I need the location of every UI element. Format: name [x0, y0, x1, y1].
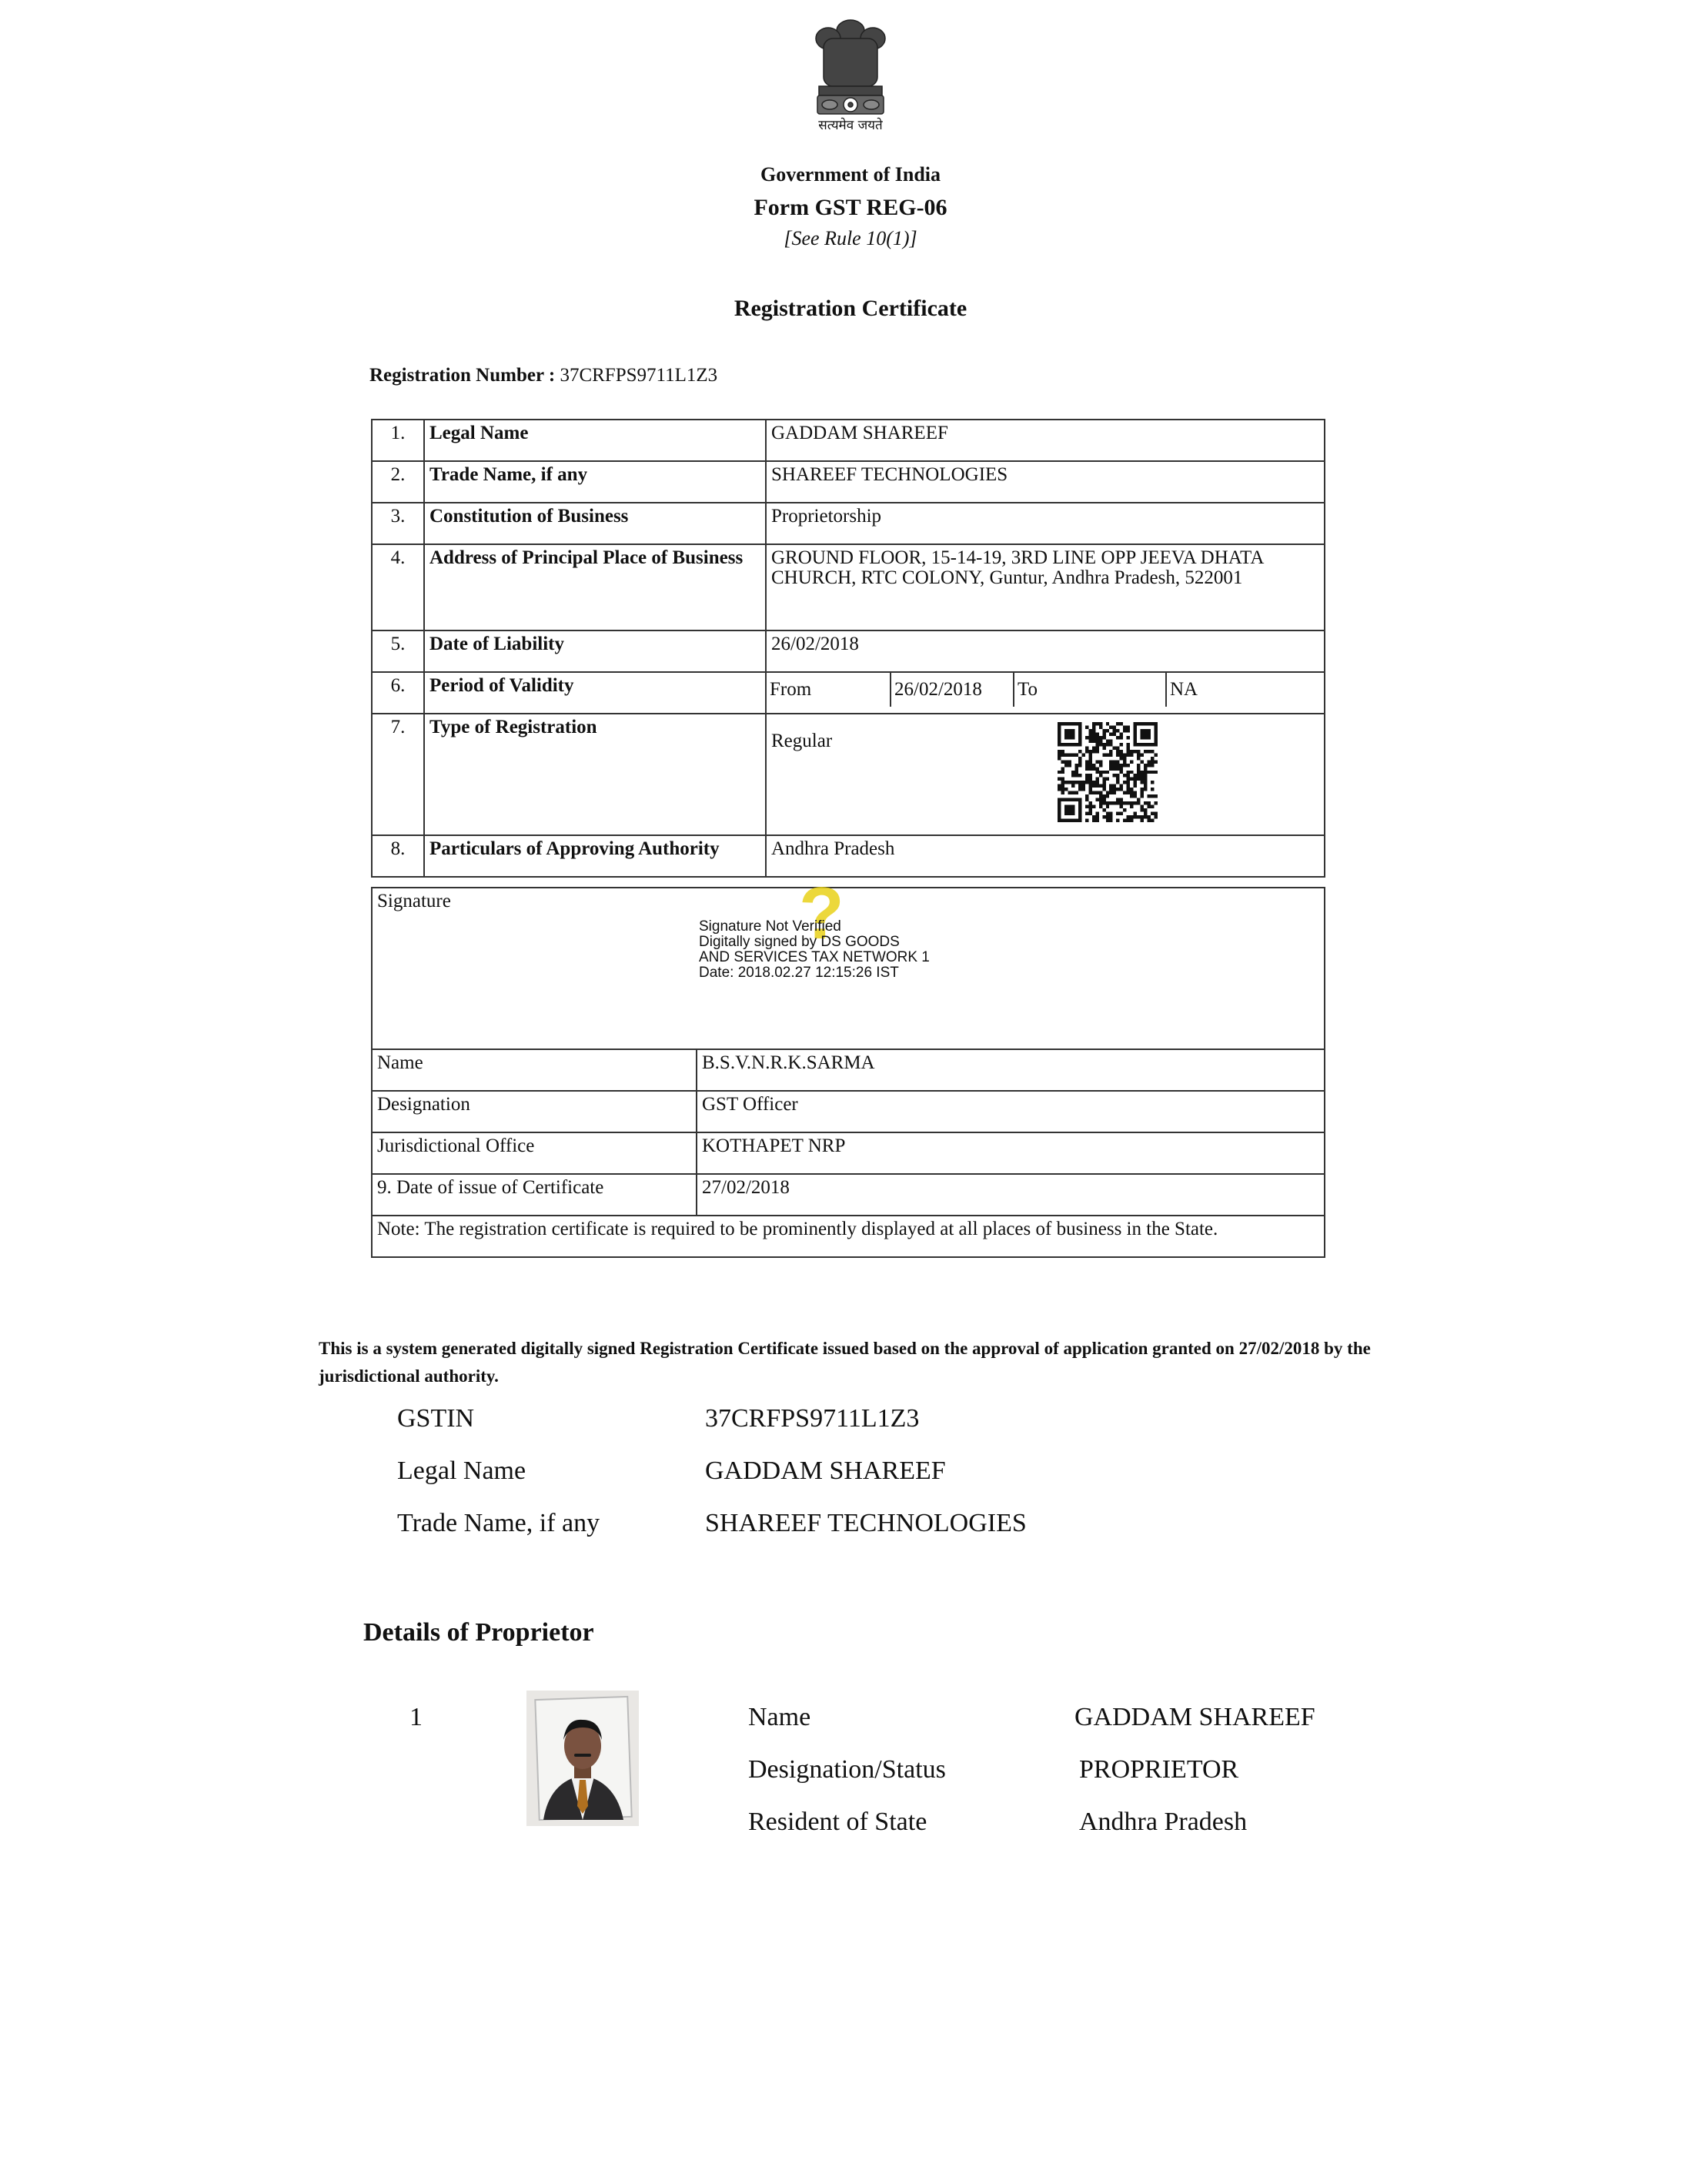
officer-value: 27/02/2018 — [697, 1174, 1325, 1216]
row-number: 5. — [372, 630, 424, 672]
row-value: 26/02/2018 — [766, 630, 1325, 672]
row-number: 6. — [372, 672, 424, 714]
table-row — [372, 461, 1325, 503]
table-row — [372, 503, 1325, 544]
row-label: Trade Name, if any — [424, 461, 766, 503]
row-number: 8. — [372, 835, 424, 877]
proprietor-photo — [526, 1691, 639, 1826]
row-value: GADDAM SHAREEF — [766, 420, 1325, 461]
row-label: Address of Principal Place of Business — [424, 544, 766, 630]
digital-signature-block — [699, 919, 930, 981]
form-title: Form GST REG-06 — [754, 195, 947, 220]
officer-label: Name — [372, 1049, 697, 1091]
row-label: Particulars of Approving Authority — [424, 835, 766, 877]
unverified-signature-icon: ? — [799, 872, 844, 955]
proprietor-field-value: PROPRIETOR — [1079, 1755, 1239, 1784]
table-row — [372, 714, 1325, 835]
proprietor-field-label: Designation/Status — [748, 1755, 946, 1784]
row-number: 2. — [372, 461, 424, 503]
row-value: Andhra Pradesh — [766, 835, 1325, 877]
validity-from-value: 26/02/2018 — [891, 673, 1014, 707]
registration-type-value: Regular — [771, 731, 833, 751]
row-value: SHAREEF TECHNOLOGIES — [766, 461, 1325, 503]
table-row — [372, 544, 1325, 630]
table-row — [372, 1216, 1325, 1257]
summary-label: Legal Name — [397, 1457, 526, 1485]
proprietor-field-label: Resident of State — [748, 1808, 927, 1836]
row-label: Type of Registration — [424, 714, 766, 835]
registration-number-value: 37CRFPS9711L1Z3 — [560, 365, 718, 386]
validity-to-label: To — [1014, 673, 1167, 707]
row-number: 3. — [372, 503, 424, 544]
government-title: Government of India — [760, 163, 941, 186]
proprietor-index: 1 — [409, 1703, 423, 1731]
row-label: Date of Liability — [424, 630, 766, 672]
signature-label: Signature — [377, 891, 451, 911]
row-number: 7. — [372, 714, 424, 835]
table-row — [372, 672, 1325, 714]
row-label: Constitution of Business — [424, 503, 766, 544]
row-value: GROUND FLOOR, 15-14-19, 3RD LINE OPP JEEVA DHATA CHURCH, RTC COLONY, Guntur, Andhra Pradesh, 522001 — [766, 544, 1325, 630]
signature-line: Digitally signed by DS GOODS — [699, 934, 900, 950]
summary-value: 37CRFPS9711L1Z3 — [705, 1404, 920, 1433]
emblem-motto: सत्यमेव जयते — [818, 118, 883, 133]
table-row — [372, 835, 1325, 877]
table-row — [372, 1174, 1325, 1216]
signature-cell — [372, 872, 1325, 1049]
validity-from-label: From — [767, 673, 891, 707]
certificate-title: Registration Certificate — [734, 296, 967, 321]
certificate-table — [371, 419, 1325, 878]
form-rule: [See Rule 10(1)] — [784, 227, 917, 249]
signature-line: AND SERVICES TAX NETWORK 1 — [699, 949, 930, 965]
registration-number-line — [369, 365, 717, 386]
certificate-note: Note: The registration certificate is required to be prominently displayed at all places of business in the State. — [372, 1216, 1325, 1257]
officer-value: GST Officer — [697, 1091, 1325, 1132]
table-row — [372, 1049, 1325, 1091]
proprietor-field-value: Andhra Pradesh — [1079, 1808, 1248, 1836]
proprietor-field-label: Name — [748, 1703, 811, 1731]
validity-to-value: NA — [1170, 679, 1198, 700]
signature-line: Date: 2018.02.27 12:15:26 IST — [699, 965, 899, 981]
validity-cell — [766, 672, 1325, 714]
signature-table — [371, 872, 1325, 1258]
table-row — [372, 1091, 1325, 1132]
officer-label: 9. Date of issue of Certificate — [372, 1174, 697, 1216]
summary-value: SHAREEF TECHNOLOGIES — [705, 1509, 1027, 1537]
summary-label: GSTIN — [397, 1404, 475, 1433]
officer-label: Jurisdictional Office — [372, 1132, 697, 1174]
summary-value: GADDAM SHAREEF — [705, 1457, 946, 1485]
summary-label: Trade Name, if any — [397, 1509, 600, 1537]
officer-value: B.S.V.N.R.K.SARMA — [697, 1049, 1325, 1091]
table-row — [372, 420, 1325, 461]
row-value: Proprietorship — [766, 503, 1325, 544]
proprietor-field-value: GADDAM SHAREEF — [1074, 1703, 1315, 1731]
row-number: 4. — [372, 544, 424, 630]
qr-code-icon — [1058, 722, 1158, 822]
registration-number-label: Registration Number : — [369, 365, 556, 386]
officer-value: KOTHAPET NRP — [697, 1132, 1325, 1174]
row-value-cell — [766, 714, 1325, 835]
table-row — [372, 1132, 1325, 1174]
row-label: Period of Validity — [424, 672, 766, 714]
proprietor-section-title: Details of Proprietor — [363, 1618, 594, 1647]
row-label: Legal Name — [424, 420, 766, 461]
signature-line: Signature Not Verified — [699, 918, 841, 935]
row-number: 1. — [372, 420, 424, 461]
table-row — [372, 630, 1325, 672]
officer-label: Designation — [372, 1091, 697, 1132]
system-generated-note: This is a system generated digitally signed Registration Certificate issued based on the approval of application granted on 27/02/2018 by the jurisdictional authority. — [319, 1339, 1371, 1386]
